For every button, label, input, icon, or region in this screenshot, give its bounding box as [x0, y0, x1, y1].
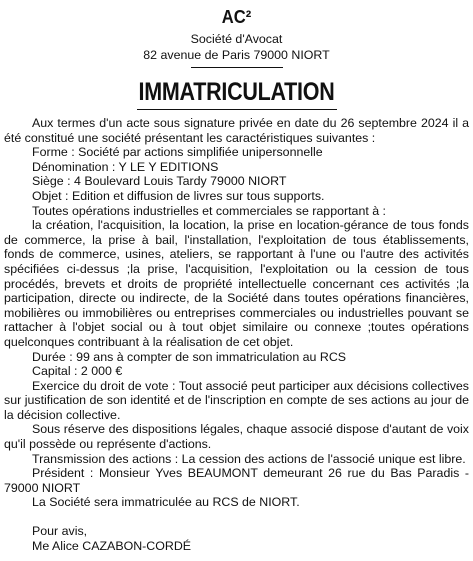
closing-line: Pour avis,: [32, 524, 88, 539]
paragraph-activities: la création, l'acquisition, la location, la prise en location-gérance de tous fonds de commerce, la prise à bail, l'installation, l'exploitation de tous établissements, fonds de commerce, usines, ateliers, se rapportant à l'une ou l'autre des activités spécifiées ci-dessus ;la prise, l'acquisition, l'exploitation ou la cession de tous procédés, brevets et droits de propriété intellectuelle concernant ces activités ;la participation, directe ou indirecte, de la Société dans toutes opérations financières, mobilières ou immobilières ou entreprises commerciales ou industrielles pouvant se rattacher à l'objet social ou à tout objet similaire ou connexe ;toutes opérations quelconques contribuant à la réalisation de cet objet.: [4, 218, 469, 349]
title-divider: [137, 109, 337, 110]
paragraph-reserve: Sous réserve des dispositions légales, chaque associé dispose d'autant de voix qu'il possède ou représente d'actions.: [4, 422, 469, 452]
notice-header: [4, 6, 469, 68]
paragraph-vote: Exercice du droit de vote : Tout associé peut participer aux décisions collectives sur justification de son identité et de l'inscription en compte de ses actions au jour de la décision collective.: [4, 378, 469, 422]
paragraph-transmission: Transmission des actions : La cession des actions de l'associé unique est libre.: [32, 451, 466, 466]
firm-address: 82 avenue de Paris 79000 NIORT: [143, 48, 330, 62]
paragraph-duree: Durée : 99 ans à compter de son immatriculation au RCS: [32, 349, 347, 364]
paragraph-siege: Siège : 4 Boulevard Louis Tardy 79000 NIORT: [32, 174, 287, 189]
signer-name: Me Alice CAZABON-CORDÉ: [32, 538, 192, 553]
notice-title: IMMATRICULATION: [138, 78, 335, 106]
paragraph-denomination: Dénomination : Y LE Y EDITIONS: [32, 159, 219, 174]
paragraph-operations: Toutes opérations industrielles et commerciales se rapportant à :: [32, 203, 386, 218]
header-divider: [191, 67, 283, 68]
paragraph-rcs: La Société sera immatriculée au RCS de NIORT.: [32, 495, 300, 510]
firm-type: Société d'Avocat: [190, 32, 283, 46]
paragraph-president: Président : Monsieur Yves BEAUMONT demeurant 26 rue du Bas Paradis - 79000 NIORT: [4, 466, 469, 495]
paragraph-capital: Capital : 2 000 €: [32, 364, 123, 379]
signature-block: [4, 524, 469, 553]
paragraph-objet: Objet : Edition et diffusion de livres sur tous supports.: [32, 188, 325, 203]
paragraph-intro: Aux termes d'un acte sous signature privée en date du 26 septembre 2024 il a été constitué une société présentant les caractéristiques suivantes :: [4, 116, 469, 145]
paragraph-forme: Forme : Société par actions simplifiée unipersonnelle: [32, 145, 323, 160]
notice-body: [4, 116, 469, 510]
firm-logo-name: AC²: [221, 7, 252, 27]
